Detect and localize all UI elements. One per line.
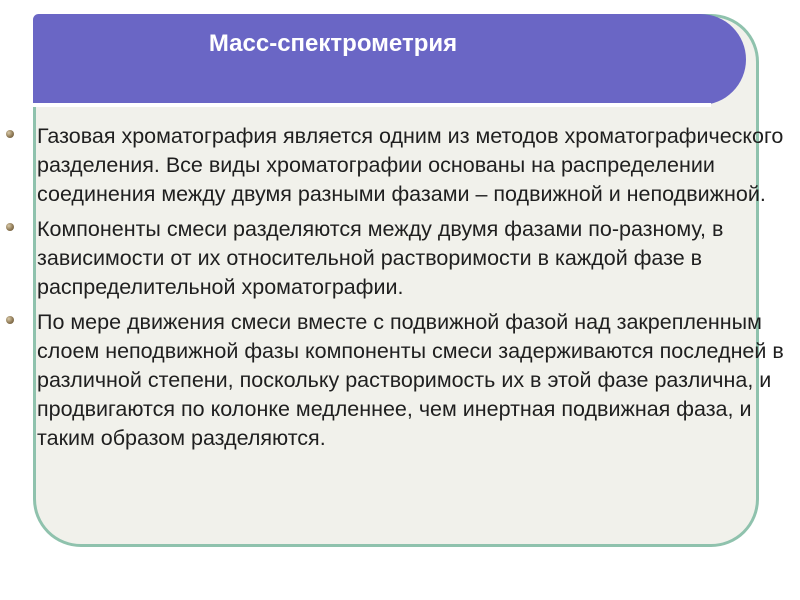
bullet-dot-icon bbox=[6, 130, 14, 138]
bullet-list bbox=[4, 122, 790, 459]
bullet-dot-icon bbox=[6, 223, 14, 231]
bullet-item-1 bbox=[4, 122, 790, 209]
slide-title: Масс-спектрометрия bbox=[208, 30, 458, 57]
bullet-item-3 bbox=[4, 308, 790, 453]
bullet-dot-icon bbox=[6, 316, 14, 324]
bullet-text-2: Компоненты смеси разделяются между двумя фазами по-разному, в зависимости от их относительной растворимости в каждой фазе в распределительной хроматографии. bbox=[37, 217, 724, 299]
bullet-text-3: По мере движения смеси вместе с подвижной фазой над закрепленным слоем неподвижной фазы компоненты смеси задерживаются последней в различной степени, поскольку растворимость их в этой фазе различна, и продвигаются по колонке медленнее, чем инертная подвижная фаза, и таким образом разделяются. bbox=[37, 310, 784, 450]
bullet-item-2 bbox=[4, 215, 790, 302]
bullet-text-1: Газовая хроматография является одним из методов хроматографического разделения. Все виды хроматографии основаны на распределении соединения между двумя разными фазами – подвижной и неподвижной. bbox=[37, 124, 784, 206]
title-underline bbox=[33, 103, 711, 107]
